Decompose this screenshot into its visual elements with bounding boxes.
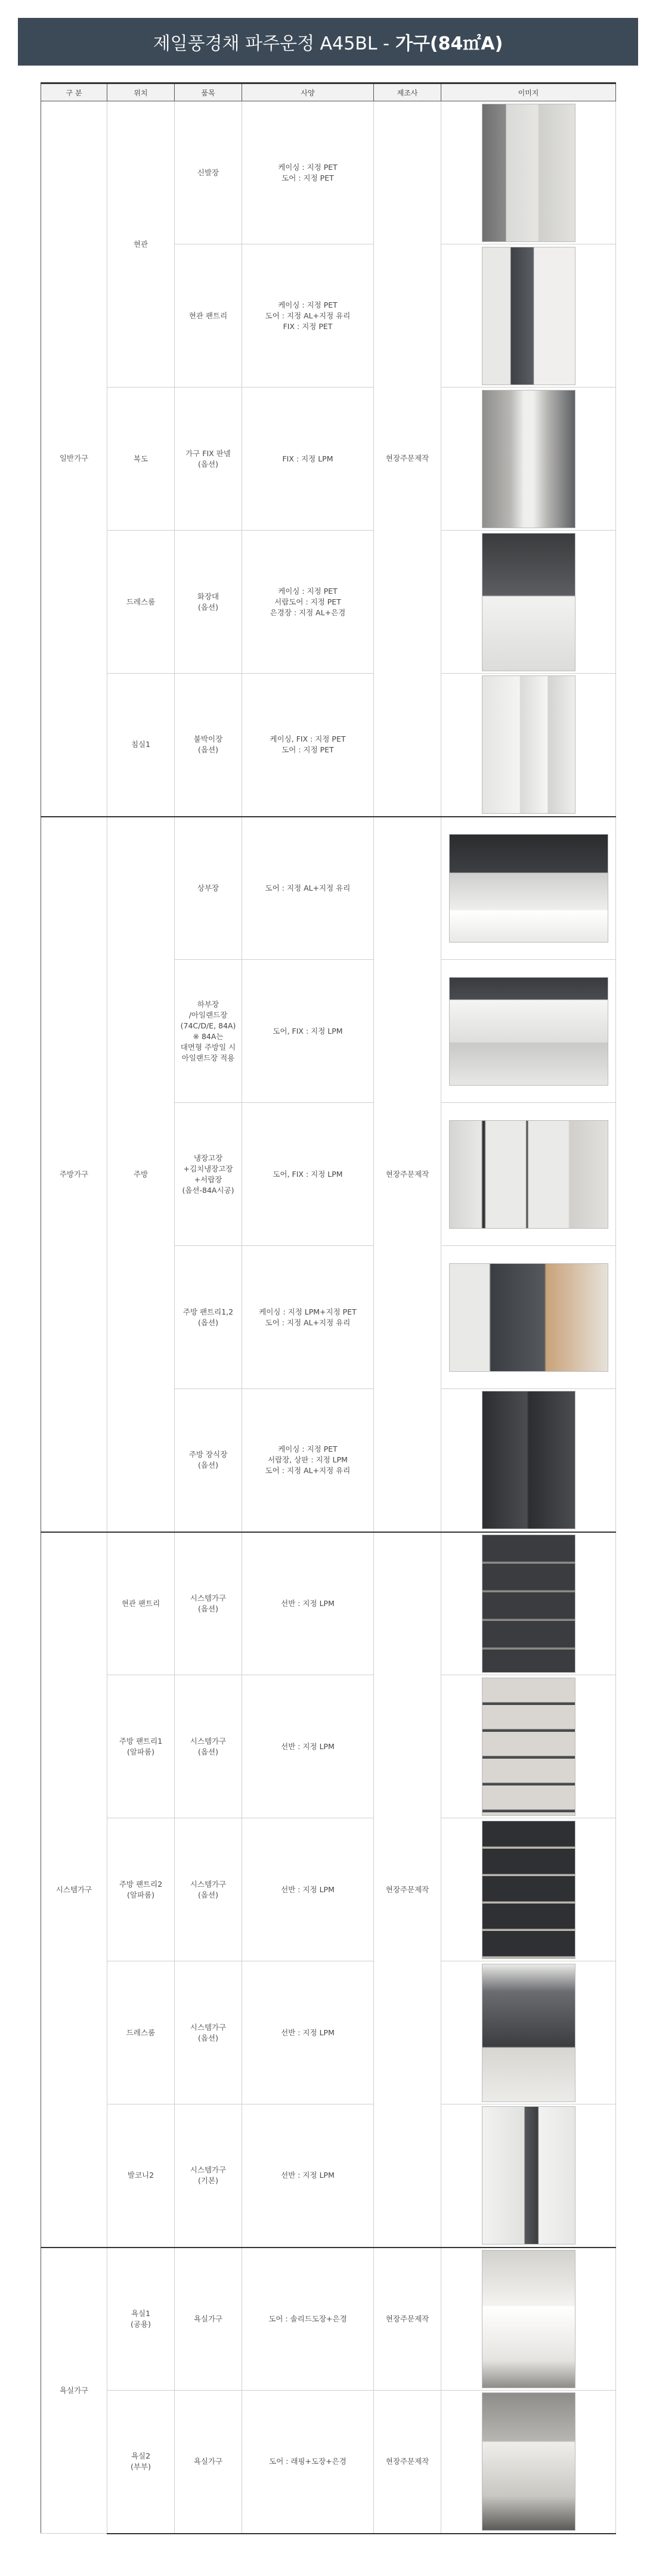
shoe-cabinet-photo xyxy=(482,104,575,242)
spec-cell: 케이싱 : 지정 PET 서랍도어 : 지정 PET 은경장 : 지정 AL+은경 xyxy=(242,531,374,674)
location-cell: 발코니2 xyxy=(107,2104,175,2248)
page-header xyxy=(18,18,638,66)
item-cell: 시스템가구 (옵션) xyxy=(175,1818,242,1961)
table-row xyxy=(41,1961,616,2104)
header-maker: 제조사 xyxy=(374,83,441,101)
location-cell: 욕실2 (부부) xyxy=(107,2391,175,2534)
system-dressroom-photo xyxy=(482,1964,575,2102)
location-cell: 현관 팬트리 xyxy=(107,1532,175,1675)
spec-cell: 선반 : 지정 LPM xyxy=(242,1675,374,1818)
maker-cell: 현장주문제작 xyxy=(374,2248,441,2391)
item-cell: 가구 FIX 판넬 (옵션) xyxy=(175,388,242,531)
header-item: 품목 xyxy=(175,83,242,101)
header-spec: 사양 xyxy=(242,83,374,101)
table-row xyxy=(41,101,616,244)
item-cell: 냉장고장 +김치냉장고장 +서랍장 (옵션-84A시공) xyxy=(175,1103,242,1246)
item-cell: 화장대 (옵션) xyxy=(175,531,242,674)
item-cell: 신발장 xyxy=(175,101,242,244)
spec-cell: 선반 : 지정 LPM xyxy=(242,1532,374,1675)
spec-cell: 도어 : 솔리드도장+은경 xyxy=(242,2248,374,2391)
table-row xyxy=(41,388,616,531)
page-title: 제일풍경채 파주운정 A45BL - xyxy=(153,33,389,54)
spec-cell: 케이싱 : 지정 PET 도어 : 지정 AL+지정 유리 FIX : 지정 PET xyxy=(242,244,374,388)
spec-cell: 선반 : 지정 LPM xyxy=(242,1818,374,1961)
wardrobe-photo xyxy=(482,675,575,814)
location-cell: 현관 xyxy=(107,101,175,388)
page-title-bold: 가구(84㎡A) xyxy=(395,33,503,54)
spec-cell: 도어 : 래핑+도장+은경 xyxy=(242,2391,374,2534)
location-cell: 주방 xyxy=(107,817,175,1532)
group-bath: 욕실가구 xyxy=(41,2248,107,2534)
item-cell: 욕실가구 xyxy=(175,2248,242,2391)
table-row xyxy=(41,2391,616,2534)
island-photo xyxy=(449,977,608,1086)
location-cell: 주방 팬트리1 (알파룸) xyxy=(107,1675,175,1818)
item-cell: 욕실가구 xyxy=(175,2391,242,2534)
table-row xyxy=(41,531,616,674)
table-row xyxy=(41,2248,616,2391)
location-cell: 욕실1 (공용) xyxy=(107,2248,175,2391)
spec-cell: 도어 : 지정 AL+지정 유리 xyxy=(242,817,374,960)
entrance-pantry-photo xyxy=(482,247,575,385)
item-cell: 주방 장식장 (옵션) xyxy=(175,1389,242,1532)
item-cell: 현관 팬트리 xyxy=(175,244,242,388)
spec-cell: FIX : 지정 LPM xyxy=(242,388,374,531)
fridge-cabinet-photo xyxy=(449,1120,608,1229)
table-row xyxy=(41,1818,616,1961)
item-cell: 시스템가구 (옵션) xyxy=(175,1675,242,1818)
item-cell: 하부장 /아일랜드장 (74C/D/E, 84A) ※ 84A는 대면형 주방일 시 아일랜드장 적용 xyxy=(175,960,242,1103)
system-balcony-photo xyxy=(482,2106,575,2245)
location-cell: 주방 팬트리2 (알파룸) xyxy=(107,1818,175,1961)
maker-cell: 현장주문제작 xyxy=(374,1532,441,2248)
location-cell: 복도 xyxy=(107,388,175,531)
bathroom1-photo xyxy=(482,2250,575,2388)
location-cell: 드레스룸 xyxy=(107,1961,175,2104)
item-cell: 시스템가구 (옵션) xyxy=(175,1532,242,1675)
maker-cell: 현장주문제작 xyxy=(374,101,441,817)
item-cell: 시스템가구 (옵션) xyxy=(175,1961,242,2104)
header-image: 이미지 xyxy=(441,83,616,101)
display-cabinet-photo xyxy=(482,1391,575,1529)
spec-cell: 선반 : 지정 LPM xyxy=(242,1961,374,2104)
item-cell: 붙박이장 (옵션) xyxy=(175,674,242,817)
spec-cell: 도어, FIX : 지정 LPM xyxy=(242,1103,374,1246)
table-row xyxy=(41,674,616,817)
spec-table xyxy=(41,82,616,2534)
maker-cell: 현장주문제작 xyxy=(374,817,441,1532)
kitchen-pantry-photo xyxy=(449,1263,608,1372)
table-row xyxy=(41,1675,616,1818)
table-row xyxy=(41,817,616,960)
system-kitchen-pantry1-photo xyxy=(482,1678,575,1816)
spec-cell: 케이싱 : 지정 LPM+지정 PET 도어 : 지정 AL+지정 유리 xyxy=(242,1246,374,1389)
maker-cell: 현장주문제작 xyxy=(374,2391,441,2534)
item-cell: 주방 팬트리1,2 (옵션) xyxy=(175,1246,242,1389)
location-cell: 드레스룸 xyxy=(107,531,175,674)
group-kitchen: 주방가구 xyxy=(41,817,107,1532)
group-general: 일반가구 xyxy=(41,101,107,817)
spec-cell: 도어, FIX : 지정 LPM xyxy=(242,960,374,1103)
header-division: 구 분 xyxy=(41,83,107,101)
location-cell: 침실1 xyxy=(107,674,175,817)
group-system: 시스템가구 xyxy=(41,1532,107,2248)
table-row xyxy=(41,1532,616,1675)
spec-cell: 케이싱 : 지정 PET 도어 : 지정 PET xyxy=(242,101,374,244)
spec-cell: 케이싱 : 지정 PET 서랍장, 상판 : 지정 LPM 도어 : 지정 AL+지정 유리 xyxy=(242,1389,374,1532)
system-kitchen-pantry2-photo xyxy=(482,1821,575,1959)
table-row xyxy=(41,2104,616,2248)
system-pantry-photo xyxy=(482,1535,575,1673)
upper-cabinet-photo xyxy=(449,834,608,943)
table-header-row xyxy=(41,83,616,101)
bathroom2-photo xyxy=(482,2392,575,2531)
item-cell: 시스템가구 (기본) xyxy=(175,2104,242,2248)
spec-cell: 선반 : 지정 LPM xyxy=(242,2104,374,2248)
dresser-photo xyxy=(482,533,575,671)
hallway-panel-photo xyxy=(482,390,575,528)
header-location: 위치 xyxy=(107,83,175,101)
spec-cell: 케이싱, FIX : 지정 PET 도어 : 지정 PET xyxy=(242,674,374,817)
item-cell: 상부장 xyxy=(175,817,242,960)
